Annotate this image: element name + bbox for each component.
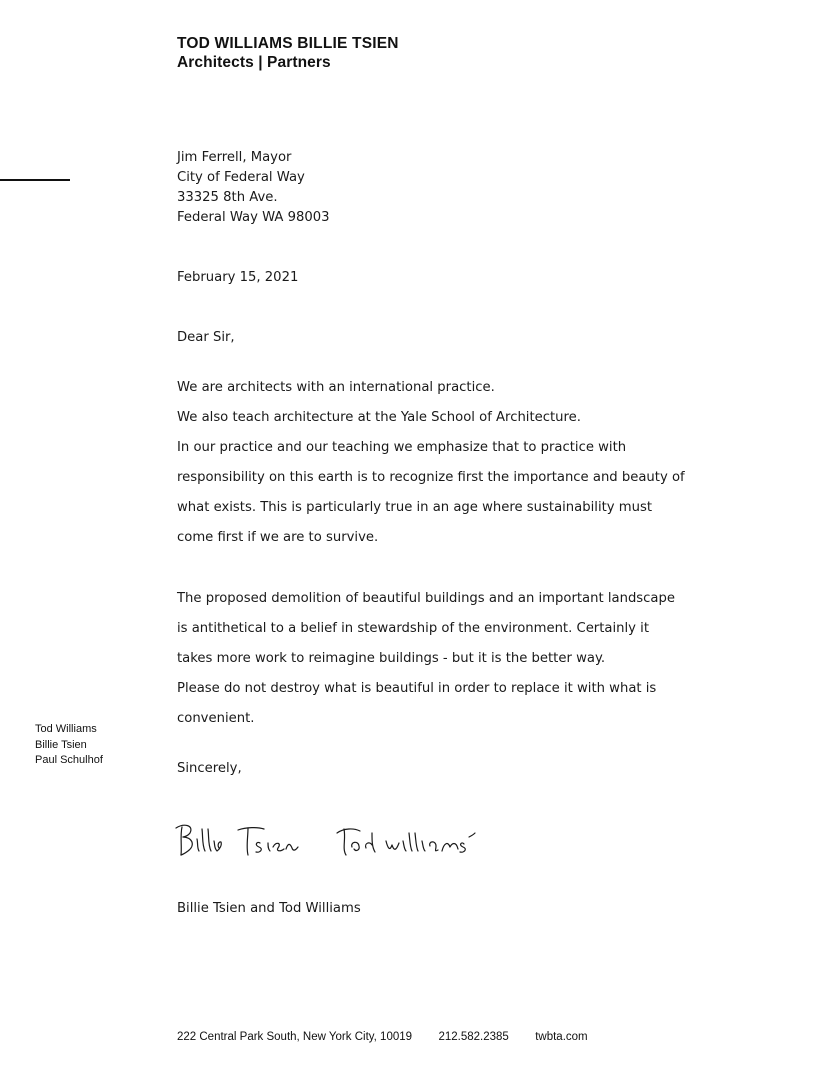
paragraph-line: We are architects with an international practice.: [177, 380, 495, 395]
paragraph-line: In our practice and our teaching we emphasize that to practice with: [177, 440, 627, 455]
paragraph-line: come first if we are to survive.: [177, 530, 379, 545]
recipient-name: Jim Ferrell, Mayor: [177, 150, 292, 165]
salutation: Dear Sir,: [177, 330, 235, 345]
firm-subtitle: Architects | Partners: [177, 54, 331, 71]
paragraph-line: convenient.: [177, 711, 255, 726]
partner-name: Tod Williams: [35, 723, 97, 735]
partner-name: Paul Schulhof: [35, 754, 103, 766]
partners-list: [35, 722, 103, 769]
footer-address: 222 Central Park South, New York City, 10019: [177, 1031, 413, 1043]
recipient-address: [177, 148, 330, 228]
letterhead: [177, 34, 399, 72]
firm-name: TOD WILLIAMS BILLIE TSIEN: [177, 35, 399, 52]
paragraph-line: The proposed demolition of beautiful buildings and an important landscape: [177, 591, 675, 606]
paragraph-line: responsibility on this earth is to recognize first the importance and beauty of: [177, 470, 685, 485]
closing: Sincerely,: [177, 761, 242, 776]
paragraph-1: [177, 373, 685, 553]
footer-phone: 212.582.2385: [438, 1031, 509, 1043]
footer: [177, 1031, 588, 1043]
paragraph-line: what exists. This is particularly true in an age where sustainability must: [177, 500, 653, 515]
signatories: Billie Tsien and Tod Williams: [177, 901, 361, 916]
letter-date: February 15, 2021: [177, 270, 299, 285]
recipient-street: 33325 8th Ave.: [177, 190, 278, 205]
partner-name: Billie Tsien: [35, 738, 87, 751]
handwritten-signature: [172, 815, 502, 865]
footer-website: twbta.com: [535, 1031, 588, 1043]
paragraph-2: [177, 584, 675, 734]
paragraph-line: Please do not destroy what is beautiful in order to replace it with what is: [177, 681, 657, 696]
margin-rule: [0, 179, 70, 181]
paragraph-line: is antithetical to a belief in stewardship of the environment. Certainly it: [177, 621, 649, 636]
paragraph-line: takes more work to reimagine buildings - but it is the better way.: [177, 651, 606, 666]
recipient-city: Federal Way WA 98003: [177, 210, 330, 225]
paragraph-line: We also teach architecture at the Yale School of Architecture.: [177, 410, 581, 425]
recipient-organization: City of Federal Way: [177, 170, 305, 185]
